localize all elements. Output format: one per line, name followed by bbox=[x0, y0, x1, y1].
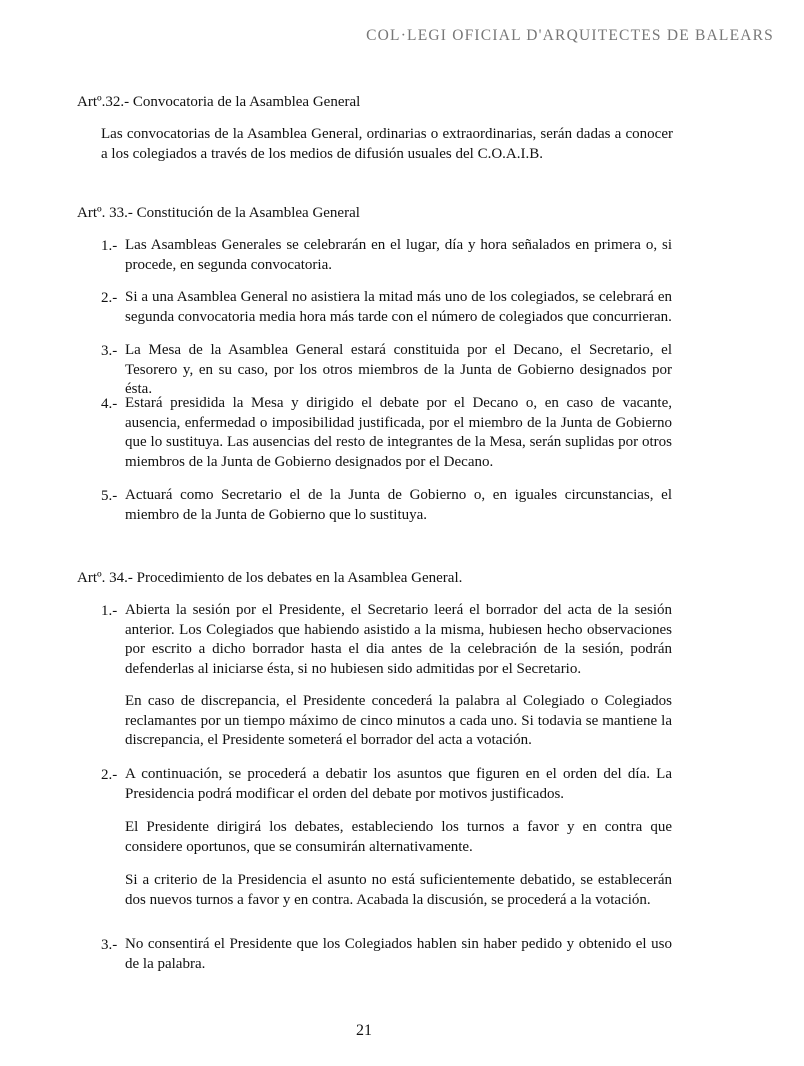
article-33-item-4: Estará presidida la Mesa y dirigido el debate por el Decano o, en caso de vacante, ausencia, enfermedad o imposibilidad justificada, por el miembro de la Junta de Gobierno que lo sustituya. Las ausencias del resto de integrantes de la Mesa, serán suplidas por otros miembros de la Junta de Gobierno designados por el Decano. bbox=[125, 395, 672, 471]
article-34-item-1: Abierta la sesión por el Presidente, el Secretario leerá el borrador del acta de la sesión anterior. Los Colegiados que habiendo asistido a la misma, hubiesen hecho observaciones por escrito a dicho borrador hasta el dia antes de la celebración de la sesión, podrán defenderlas al iniciarse ésta, si no hubiesen sido admitidas por el Secretario. bbox=[125, 602, 672, 678]
page-header: COL·LEGI OFICIAL D'ARQUITECTES DE BALEARS bbox=[366, 27, 774, 44]
article-34-item-2-subparagraph-1: El Presidente dirigirá los debates, estableciendo los turnos a favor y en contra que considere oportunos, que se consumirán alternativamente. bbox=[125, 819, 672, 855]
article-34-item-2: A continuación, se procederá a debatir los asuntos que figuren en el orden del día. La Presidencia podrá modificar el orden del debate por motivos justificados. bbox=[125, 766, 672, 802]
item-number: 2.- bbox=[101, 767, 118, 783]
item-number: 3.- bbox=[101, 343, 118, 359]
article-32-heading: Artº.32.- Convocatoria de la Asamblea General bbox=[77, 94, 361, 110]
item-number: 1.- bbox=[101, 603, 118, 619]
item-number: 1.- bbox=[101, 238, 118, 254]
article-34-item-2-subparagraph-2: Si a criterio de la Presidencia el asunto no está suficientemente debatido, se establecerán dos nuevos turnos a favor y en contra. Acabada la discusión, se procederá a la votación. bbox=[125, 872, 672, 908]
article-32-paragraph: Las convocatorias de la Asamblea General, ordinarias o extraordinarias, serán dadas a conocer a los colegiados a través de los medios de difusión usuales del C.O.A.I.B. bbox=[101, 126, 673, 162]
article-34-item-3: No consentirá el Presidente que los Colegiados hablen sin haber pedido y obtenido el uso de la palabra. bbox=[125, 936, 672, 972]
article-33-item-3: La Mesa de la Asamblea General estará constituida por el Decano, el Secretario, el Tesorero y, en su caso, por los otros miembros de la Junta de Gobierno designados por ésta. bbox=[125, 342, 672, 398]
article-34-item-1-subparagraph: En caso de discrepancia, el Presidente concederá la palabra al Colegiado o Colegiados reclamantes por un tiempo máximo de cinco minutos a cada uno. Si todavia se mantiene la discrepancia, el Presidente someterá el borrador del acta a votación. bbox=[125, 693, 672, 749]
article-33-item-2: Si a una Asamblea General no asistiera la mitad más uno de los colegiados, se celebrará en segunda convocatoria media hora más tarde con el número de colegiados que concurrieran. bbox=[125, 289, 672, 325]
article-33-heading: Artº. 33.- Constitución de la Asamblea General bbox=[77, 205, 360, 221]
item-number: 2.- bbox=[101, 290, 118, 306]
item-number: 5.- bbox=[101, 488, 118, 504]
article-34-heading: Artº. 34.- Procedimiento de los debates en la Asamblea General. bbox=[77, 570, 463, 586]
article-33-item-1: Las Asambleas Generales se celebrarán en el lugar, día y hora señalados en primera o, si procede, en segunda convocatoria. bbox=[125, 237, 672, 273]
article-33-item-5: Actuará como Secretario el de la Junta de Gobierno o, en iguales circunstancias, el miembro de la Junta de Gobierno que lo sustituya. bbox=[125, 487, 672, 523]
page-number: 21 bbox=[356, 1022, 372, 1039]
item-number: 3.- bbox=[101, 937, 118, 953]
item-number: 4.- bbox=[101, 396, 118, 412]
